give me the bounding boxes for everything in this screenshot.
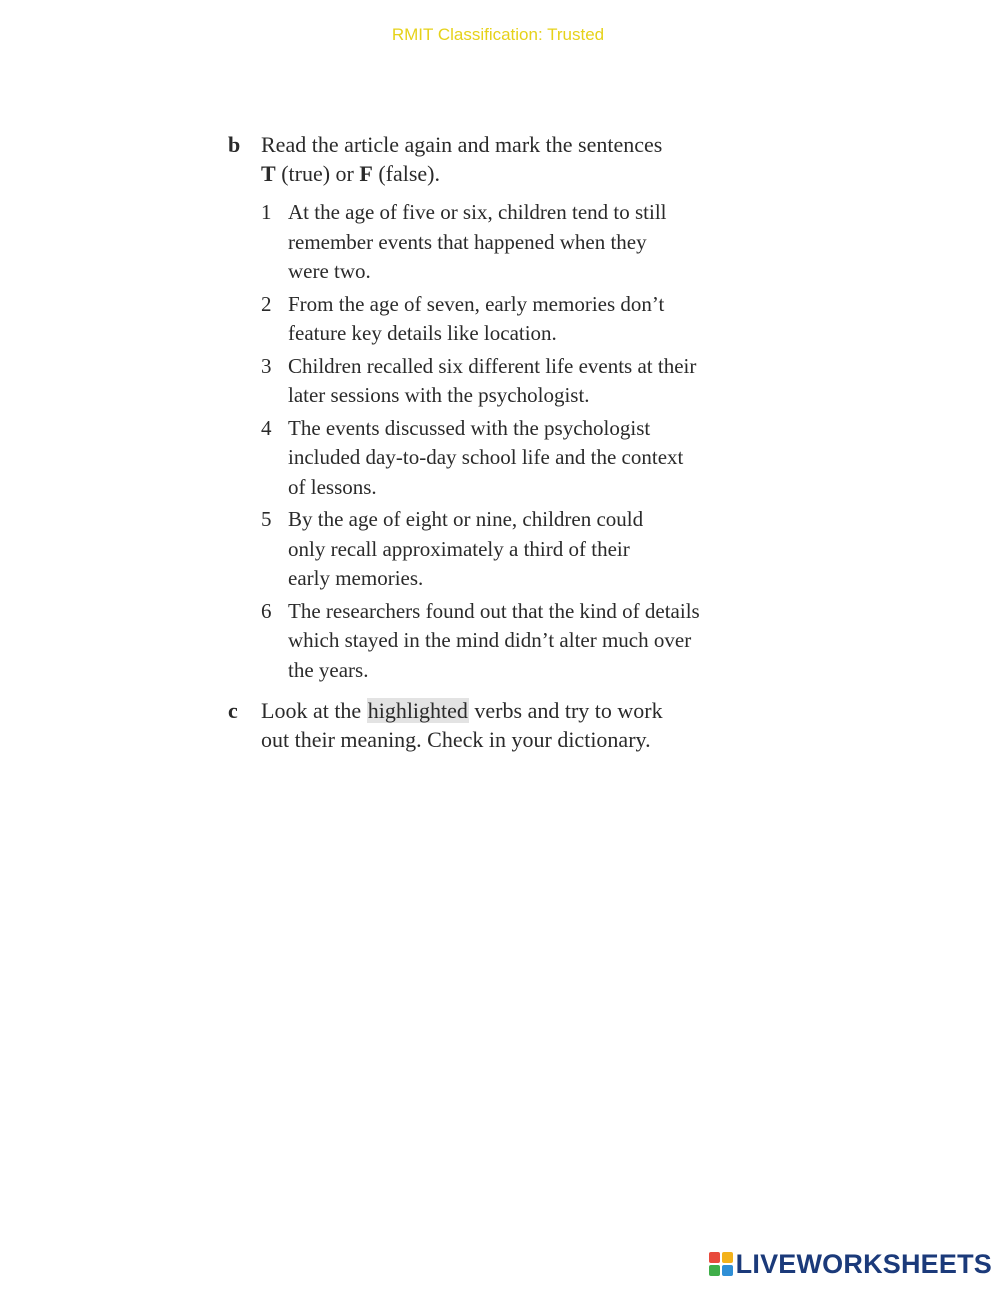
logo-square-blue bbox=[722, 1265, 733, 1276]
statement-item bbox=[261, 198, 788, 287]
statement-line: included day-to-day school life and the context bbox=[288, 445, 684, 469]
true-letter: T bbox=[261, 161, 276, 186]
liveworksheets-logo-icon bbox=[709, 1252, 733, 1276]
classification-label: RMIT Classification: Trusted bbox=[391, 25, 605, 44]
statement-line: The researchers found out that the kind of details bbox=[288, 598, 700, 623]
statement-line: only recall approximately a third of their bbox=[288, 536, 630, 561]
statement-line: From the age of seven, early memories don’t bbox=[288, 291, 665, 316]
statement-item bbox=[261, 352, 788, 411]
highlighted-word: highlighted bbox=[367, 698, 468, 723]
statement-line: By the age of eight or nine, children could bbox=[288, 507, 644, 531]
true-word: (true) or bbox=[275, 161, 360, 186]
statement-item bbox=[261, 597, 788, 686]
logo-square-yellow bbox=[722, 1252, 733, 1263]
logo-square-green bbox=[709, 1265, 720, 1276]
statement-line: the years. bbox=[288, 657, 369, 682]
statement-line: Children recalled six different life events at their bbox=[288, 353, 697, 378]
false-letter: F bbox=[359, 161, 373, 186]
statement-number: 1 bbox=[261, 200, 272, 224]
statement-line: which stayed in the mind didn’t alter much over bbox=[288, 628, 692, 652]
statement-line: were two. bbox=[288, 259, 371, 283]
instruction-text: verbs and try to work bbox=[468, 698, 663, 723]
statement-line: early memories. bbox=[288, 566, 424, 590]
statement-line: feature key details like location. bbox=[288, 321, 557, 345]
instruction-text: Read the article again and mark the sentences bbox=[261, 132, 663, 157]
exercise-c-instruction bbox=[261, 696, 788, 754]
exercise-b-instruction bbox=[261, 130, 788, 188]
false-word: (false). bbox=[372, 161, 441, 186]
exercise-b bbox=[228, 130, 788, 688]
statement-number: 5 bbox=[261, 507, 272, 531]
statement-list bbox=[261, 198, 788, 685]
instruction-text: out their meaning. Check in your dictionary. bbox=[261, 727, 651, 752]
statement-number: 3 bbox=[261, 353, 272, 378]
statement-number: 6 bbox=[261, 598, 272, 623]
logo-text: LIVEWORKSHEETS bbox=[735, 1248, 992, 1279]
statement-line: The events discussed with the psychologist bbox=[288, 415, 651, 440]
statement-item bbox=[261, 414, 788, 503]
instruction-text: Look at the bbox=[261, 698, 367, 723]
liveworksheets-logo bbox=[709, 1249, 992, 1279]
logo-square-red bbox=[709, 1252, 720, 1263]
statement-item bbox=[261, 505, 788, 594]
statement-line: later sessions with the psychologist. bbox=[288, 383, 590, 407]
statement-line: remember events that happened when they bbox=[288, 229, 647, 254]
exercise-c bbox=[228, 696, 788, 754]
exercise-letter-b: b bbox=[228, 132, 241, 157]
statement-number: 4 bbox=[261, 415, 272, 440]
statement-number: 2 bbox=[261, 291, 272, 316]
statement-item bbox=[261, 290, 788, 349]
statement-line: of lessons. bbox=[288, 474, 377, 499]
statement-line: At the age of five or six, children tend to still bbox=[288, 200, 667, 224]
exercise-letter-c: c bbox=[228, 698, 238, 723]
